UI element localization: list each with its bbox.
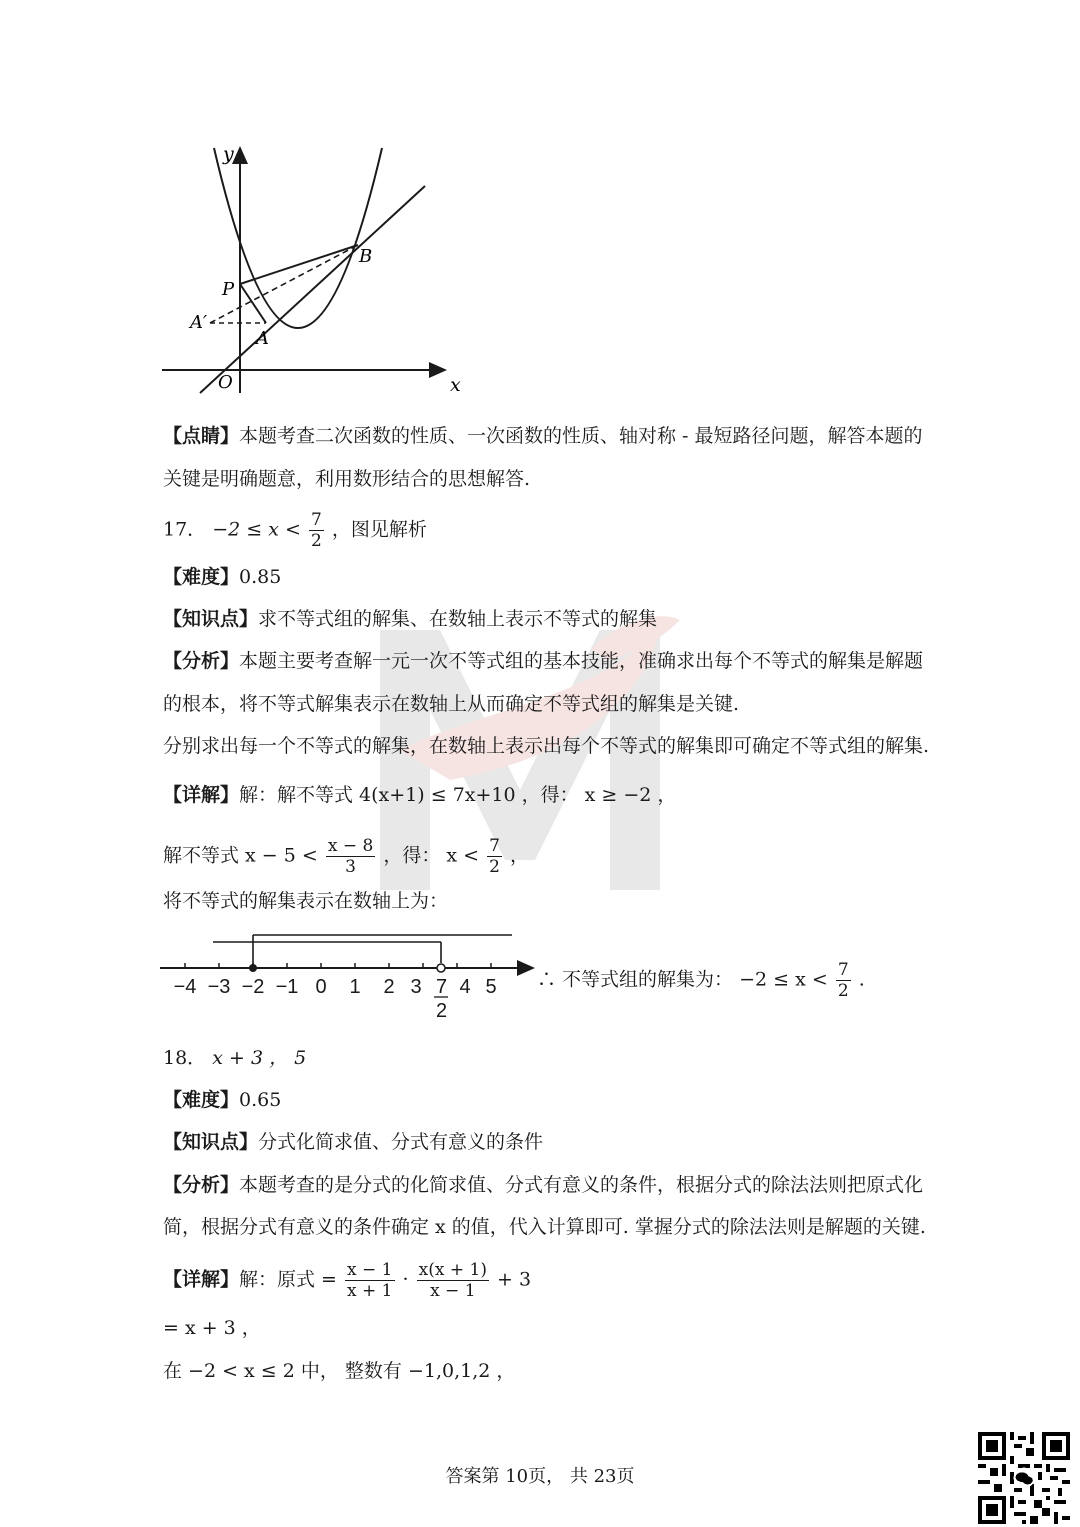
dianjing-tag: 【点睛】 — [163, 425, 240, 447]
q16-dianjing-line-1 — [163, 421, 923, 451]
detail-2-prefix: 解不等式 x − 5 < — [163, 844, 318, 867]
fraction-denominator: 2 — [837, 981, 849, 1001]
fraction-numerator: 7 — [489, 836, 500, 856]
detail-1-fraction-1 — [345, 1260, 394, 1301]
detail-1-suffix: + 3 — [497, 1268, 532, 1291]
point-b-label: B — [359, 246, 373, 267]
q17-answer-lhs: −2 ≤ x < — [212, 518, 301, 541]
numberline-frac-num: 7 — [436, 976, 448, 998]
q18-detail-line-3: 在 −2 < x ≤ 2 中， 整数有 −1,0,1,2 ， — [163, 1360, 516, 1382]
fraction-numerator: 7 — [837, 960, 849, 980]
fraction-denominator: 2 — [489, 857, 500, 877]
analysis-text-1: 本题考查的是分式的化简求值、分式有意义的条件，根据分式的除法法则把原式化 — [239, 1174, 924, 1196]
numberline-frac-den: 2 — [436, 1000, 448, 1022]
number-line-tick-label: −1 — [275, 976, 299, 998]
q18-detail-line-1 — [163, 1260, 531, 1301]
q17-analysis-line-2: 的根本，将不等式解集表示在数轴上从而确定不等式组的解集是关键. — [163, 693, 740, 715]
fraction-denominator: x − 1 — [430, 1281, 476, 1301]
detail-2-middle: ，得： x < — [383, 844, 480, 867]
y-axis-label: y — [223, 143, 234, 165]
number-line-tick-label: −4 — [173, 976, 197, 998]
origin-label: O — [218, 372, 233, 393]
q17-number: 17． — [163, 518, 207, 541]
fraction-denominator: x + 1 — [347, 1281, 393, 1301]
conclusion-suffix: . — [858, 968, 865, 991]
number-line-figure — [155, 925, 535, 1025]
fraction-numerator: x − 1 — [347, 1260, 393, 1280]
q18-difficulty-line — [163, 1085, 281, 1115]
number-line-tick-label: 2 — [383, 976, 395, 998]
number-line-tick-label: 1 — [349, 976, 361, 998]
analysis-tag: 【分析】 — [163, 1174, 240, 1196]
detail-tag: 【详解】 — [163, 784, 240, 806]
closed-endpoint — [249, 964, 257, 972]
difficulty-value: 0.85 — [239, 566, 282, 588]
q17-analysis-line-3: 分别求出每一个不等式的解集，在数轴上表示出每个不等式的解集即可确定不等式组的解集. — [163, 735, 930, 757]
q17-answer-suffix: ，图见解析 — [331, 518, 427, 541]
conclusion-fraction — [836, 960, 851, 1001]
q18-analysis-line-1 — [163, 1170, 923, 1200]
number-line-tick-label: 3 — [410, 976, 422, 998]
q18-number: 18． — [163, 1047, 207, 1069]
fraction-denominator: 3 — [345, 857, 356, 877]
fraction-denominator: 2 — [310, 531, 322, 551]
q18-knowledge-line — [163, 1127, 543, 1157]
number-line-tick-label: −3 — [207, 976, 231, 998]
point-a-prime-label: A′ — [190, 312, 208, 333]
q17-detail-line-1 — [163, 780, 676, 810]
open-endpoint — [437, 964, 445, 972]
number-line-tick-label: 5 — [485, 976, 497, 998]
analysis-text-1: 本题主要考查解一元一次不等式组的基本技能，准确求出每个不等式的解集是解题 — [239, 650, 924, 672]
fraction-numerator: 7 — [310, 510, 322, 530]
point-a-label: A — [256, 328, 269, 349]
difficulty-tag: 【难度】 — [163, 1089, 240, 1111]
q17-answer-fraction — [309, 510, 324, 551]
q17-difficulty-line — [163, 562, 281, 592]
fraction-numerator: x(x + 1) — [418, 1260, 487, 1280]
page-footer: 答案第 10页， 共 23页 — [445, 1466, 635, 1487]
conclusion-prefix: ∴ 不等式组的解集为： −2 ≤ x < — [537, 968, 828, 991]
q18-analysis-line-2: 简，根据分式有意义的条件确定 x 的值，代入计算即可. 掌握分式的除法法则是解题的关键. — [163, 1216, 926, 1238]
q17-knowledge-line — [163, 604, 657, 634]
analysis-tag: 【分析】 — [163, 650, 240, 672]
knowledge-tag: 【知识点】 — [163, 1131, 259, 1153]
q18-answer-line — [163, 1043, 306, 1073]
detail-2-fraction-2 — [487, 836, 502, 877]
detail-text-1: 解：解不等式 4(x+1) ≤ 7x+10 ，得： x ≥ −2 ， — [239, 784, 677, 806]
q18-answer: x + 3 ， 5 — [212, 1047, 307, 1069]
point-p-label: P — [222, 279, 235, 300]
detail-tag: 【详解】 — [163, 1268, 240, 1291]
detail-2-fraction — [326, 836, 375, 877]
detail-1-prefix: 解：原式 = — [239, 1268, 337, 1291]
dianjing-text-1: 本题考查二次函数的性质、一次函数的性质、轴对称 - 最短路径问题，解答本题的 — [239, 425, 923, 447]
q16-dianjing-line-2: 关键是明确题意，利用数形结合的思想解答. — [163, 468, 531, 490]
q17-detail-line-2 — [163, 836, 529, 877]
difficulty-value: 0.65 — [239, 1089, 282, 1111]
q17-analysis-line-1 — [163, 646, 923, 676]
knowledge-text: 求不等式组的解集、在数轴上表示不等式的解集 — [258, 608, 658, 630]
number-line-tick-label: 0 — [315, 976, 327, 998]
detail-1-fraction-2 — [417, 1260, 489, 1301]
q17-answer-line — [163, 510, 427, 551]
parabola-line-figure — [150, 138, 470, 400]
qr-code-image — [978, 1432, 1070, 1524]
fraction-numerator: x − 8 — [327, 836, 374, 856]
difficulty-tag: 【难度】 — [163, 566, 240, 588]
multiply-dot: · — [402, 1268, 409, 1291]
q17-conclusion-line — [537, 960, 865, 1001]
q17-detail-line-3: 将不等式的解集表示在数轴上为： — [163, 890, 449, 912]
number-line-tick-label: −2 — [241, 976, 265, 998]
knowledge-text: 分式化简求值、分式有意义的条件 — [258, 1131, 544, 1153]
x-axis-label: x — [450, 374, 461, 396]
q18-detail-line-2: = x + 3 ， — [163, 1317, 261, 1339]
knowledge-tag: 【知识点】 — [163, 608, 259, 630]
number-line-tick-label: 4 — [459, 976, 471, 998]
detail-2-suffix: ， — [510, 844, 530, 867]
